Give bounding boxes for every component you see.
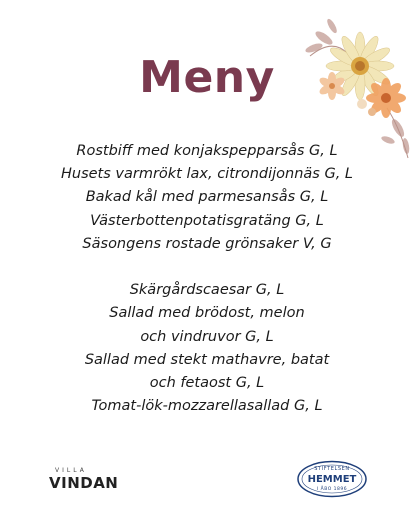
hemmet-main-text: HEMMET (307, 474, 357, 485)
menu-item: Sallad med stekt mathavre, batat (84, 351, 330, 368)
menu-item: Tomat-lök-mozzarellasallad G, L (91, 398, 323, 415)
hemmet-top-text: STIFTELSEN (314, 466, 350, 472)
menu-item: och fetaost G, L (149, 374, 265, 391)
menu-list (0, 140, 414, 418)
menu-item: Rostbiff med konjakspepparsås G, L (76, 143, 338, 159)
menu-item: Bakad kål med parmesansås G, L (85, 189, 329, 206)
menu-item: Husets varmrökt lax, citrondijonnäs G, L (60, 166, 353, 183)
menu-item: Västerbottenpotatisgratäng G, L (90, 212, 324, 229)
menu-title: Meny (139, 52, 275, 103)
flower-decoration (302, 8, 414, 160)
villa-vindan-logo (49, 467, 129, 497)
menu-spacer (0, 256, 414, 279)
menu-item: och vindruvor G, L (140, 328, 274, 345)
logo-vindan-text: VINDAN (49, 474, 119, 492)
hemmet-logo (296, 460, 368, 498)
hemmet-bottom-text: I ÅBO 1896 (316, 487, 348, 492)
logo-villa-text: VILLA (55, 467, 87, 474)
menu-item: Skärgårdscaesar G, L (129, 282, 285, 299)
menu-item: Säsongens rostade grönsaker V, G (82, 235, 332, 252)
menu-item: Sallad med brödost, melon (109, 305, 305, 322)
